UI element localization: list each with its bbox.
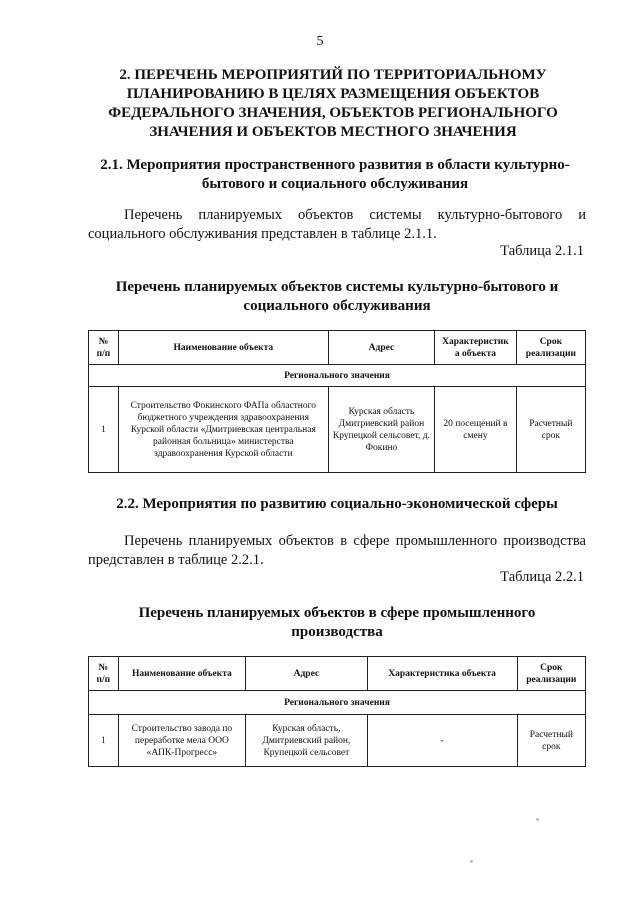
row-term: Расчетный срок bbox=[516, 387, 585, 473]
table-2-2-1-caption: Перечень планируемых объектов в сфере промышленного производства bbox=[138, 605, 536, 640]
paragraph-text: Перечень планируемых объектов системы культурно-бытового и социального обслуживания представлен в таблице 2.1.1. bbox=[88, 207, 586, 242]
header-num: № п/п bbox=[89, 657, 119, 691]
table-row bbox=[89, 715, 586, 767]
header-term: Срок реализации bbox=[516, 331, 585, 365]
row-num: 1 bbox=[89, 715, 119, 767]
row-characteristic: - bbox=[367, 715, 517, 767]
header-name: Наименование объекта bbox=[118, 331, 328, 365]
header-characteristic: Характеристик а объекта bbox=[435, 331, 517, 365]
header-address: Адрес bbox=[246, 657, 367, 691]
section-2-title: 2. ПЕРЕЧЕНЬ МЕРОПРИЯТИЙ ПО ТЕРРИТОРИАЛЬНОМУ ПЛАНИРОВАНИЮ В ЦЕЛЯХ РАЗМЕЩЕНИЯ ОБЪЕКТОВ ФЕДЕРАЛЬНОГО ЗНАЧЕНИЯ, ОБЪЕКТОВ РЕГИОНАЛЬНОГО ЗНАЧЕНИЯ И ОБЪЕКТОВ МЕСТНОГО ЗНАЧЕНИЯ bbox=[108, 67, 558, 140]
band-label: Регионального значения bbox=[89, 365, 586, 387]
scan-speck bbox=[536, 818, 539, 821]
header-num: № п/п bbox=[89, 331, 119, 365]
band-label: Регионального значения bbox=[89, 691, 586, 715]
header-characteristic: Характеристика объекта bbox=[367, 657, 517, 691]
scan-speck bbox=[470, 860, 473, 863]
header-address: Адрес bbox=[328, 331, 434, 365]
table-row bbox=[89, 387, 586, 473]
row-address: Курская область Дмитриевский район Крупецкой сельсовет, д. Фокино bbox=[328, 387, 434, 473]
table-2-1-1 bbox=[88, 330, 586, 473]
row-term: Расчетный срок bbox=[517, 715, 585, 767]
paragraph-text: Перечень планируемых объектов в сфере промышленного производства представлен в таблице 2.2.1. bbox=[88, 533, 586, 568]
section-2-1-title: 2.1. Мероприятия пространственного развития в области культурно-бытового и социального обслуживания bbox=[100, 157, 570, 192]
row-num: 1 bbox=[89, 387, 119, 473]
row-name: Строительство завода по переработке мела ООО «АПК-Прогресс» bbox=[118, 715, 246, 767]
row-name: Строительство Фокинского ФАПа областного бюджетного учреждения здравоохранения Курской области «Дмитриевская центральная районная больница» министерства здравоохранения Курской области bbox=[118, 387, 328, 473]
table-2-2-1 bbox=[88, 656, 586, 767]
row-characteristic: 20 посещений в смену bbox=[435, 387, 517, 473]
table-2-2-1-label: Таблица 2.2.1 bbox=[500, 569, 584, 585]
header-name: Наименование объекта bbox=[118, 657, 246, 691]
row-address: Курская область, Дмитриевский район, Крупецкой сельсовет bbox=[246, 715, 367, 767]
table-header-row bbox=[89, 657, 586, 691]
page-number: 5 bbox=[316, 34, 324, 49]
table-band-row bbox=[89, 691, 586, 715]
section-2-1-paragraph bbox=[88, 206, 586, 244]
table-2-1-1-label: Таблица 2.1.1 bbox=[500, 243, 584, 259]
table-header-row bbox=[89, 331, 586, 365]
section-2-2-paragraph bbox=[88, 532, 586, 570]
section-2-2-title: 2.2. Мероприятия по развитию социально-экономической сферы bbox=[116, 496, 558, 512]
table-band-row bbox=[89, 365, 586, 387]
table-2-1-1-caption: Перечень планируемых объектов системы культурно-бытового и социального обслуживания bbox=[115, 279, 559, 314]
header-term: Срок реализации bbox=[517, 657, 585, 691]
